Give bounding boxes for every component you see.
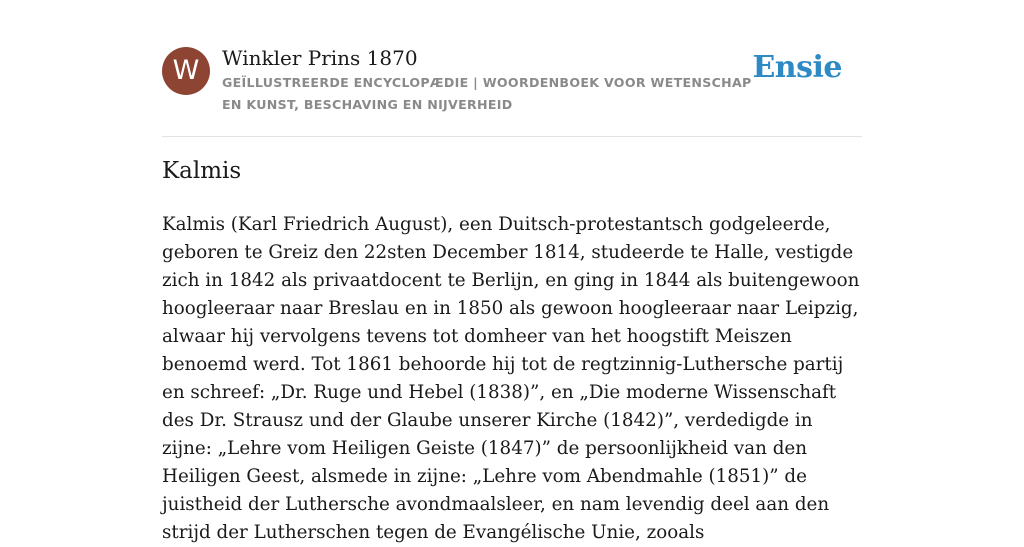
source-avatar[interactable]: W: [162, 47, 210, 95]
entry-body: Kalmis (Karl Friedrich August), een Duitsch-protestantsch godgeleerde, geboren te Greiz den 22sten December 1814, studeerde te Halle, vestigde zich in 1842 als privaatdocent te Berlijn, en ging in 1844 als buitengewoon hoogleeraar naar Breslau en in 1850 als gewoon hoogleeraar naar Leipzig, alwaar hij vervolgens tevens tot domheer van het hoogstift Meiszen benoemd werd. Tot 1861 behoorde hij tot de regtzinnig-Luthersche partij en schreef: „Dr. Ruge und Hebel (1838)”, en „Die moderne Wissenschaft des Dr. Strausz und der Glaube unserer Kirche (1842)”, verdedigde in zijne: „Lehre vom Heiligen Geiste (1847)” de persoonlijkheid van den Heiligen Geest, alsmede in zijne: „Lehre vom Abendmahle (1851)” de juistheid der Luthersche avondmaalsleer, en nam levendig deel aan den strijd der Lutherschen tegen de Evangélische Unie, zooals: [162, 214, 860, 543]
source-title[interactable]: Winkler Prins 1870: [222, 46, 418, 70]
source-subtitle: GEÏLLUSTREERDE ENCYCLOPÆDIE | WOORDENBOEK VOOR WETENSCHAP EN KUNST, BESCHAVING EN NIJVERHEID: [222, 75, 752, 112]
source-header: [162, 44, 862, 137]
ensie-logo-link[interactable]: Ensie: [752, 50, 842, 85]
entry-title: Kalmis: [162, 158, 242, 184]
